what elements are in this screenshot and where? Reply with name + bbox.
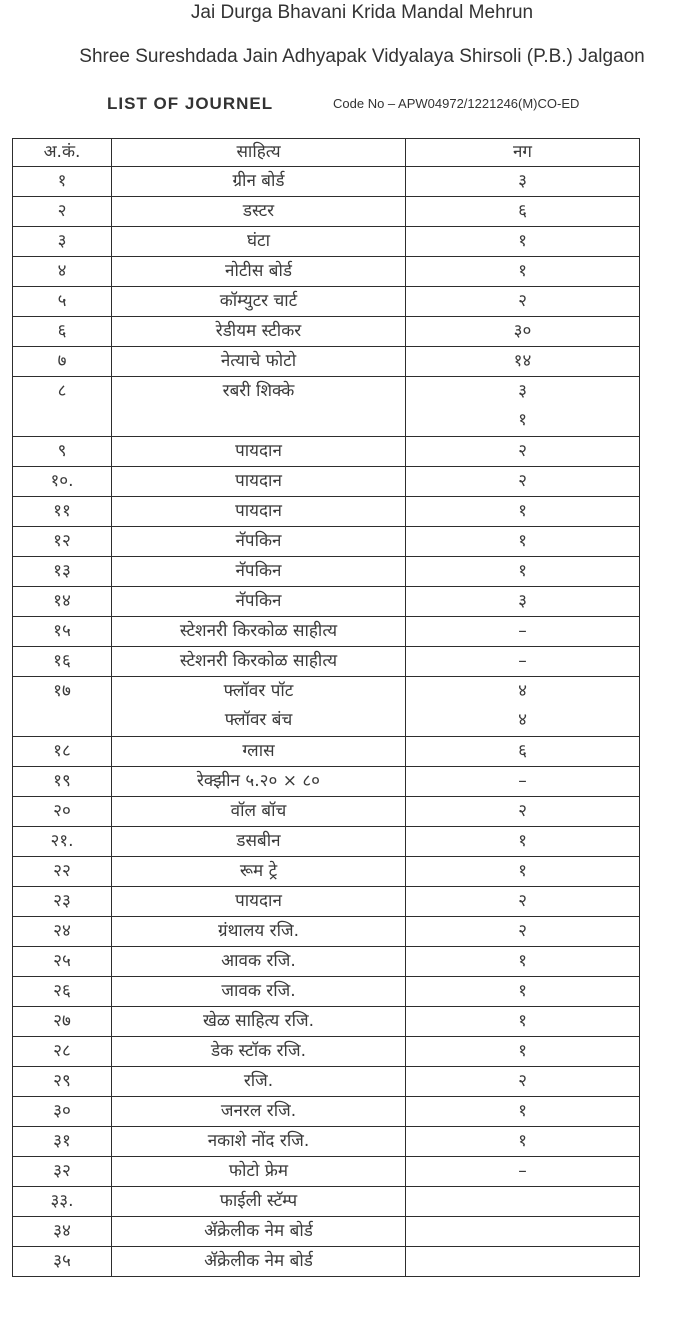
item-cell: डेक स्टॉक रजि. [112, 1037, 406, 1067]
table-row [13, 1127, 640, 1157]
item-cell [112, 677, 406, 737]
quantity-cell: २ [406, 437, 640, 467]
quantity-cell: – [406, 647, 640, 677]
table-row [13, 317, 640, 347]
quantity-cell: २ [406, 1067, 640, 1097]
quantity-cell: – [406, 617, 640, 647]
column-header-item: साहित्य [112, 139, 406, 167]
quantity-cell: २ [406, 887, 640, 917]
serial-cell: १४ [13, 587, 112, 617]
table-row [13, 767, 640, 797]
item-cell: ग्रीन बोर्ड [112, 167, 406, 197]
serial-cell: २७ [13, 1007, 112, 1037]
serial-cell: २८ [13, 1037, 112, 1067]
quantity-cell: ३ [406, 167, 640, 197]
quantity-cell: १ [406, 827, 640, 857]
item-cell: ग्लास [112, 737, 406, 767]
quantity-cell: २ [406, 467, 640, 497]
quantity-cell: १ [406, 497, 640, 527]
serial-cell: ३५ [13, 1247, 112, 1277]
item-cell: जनरल रजि. [112, 1097, 406, 1127]
quantity-cell-line: ४ [518, 681, 527, 701]
quantity-cell: १४ [406, 347, 640, 377]
table-row [13, 917, 640, 947]
table-row [13, 857, 640, 887]
serial-cell: २३ [13, 887, 112, 917]
serial-cell: ३० [13, 1097, 112, 1127]
serial-cell: ७ [13, 347, 112, 377]
item-cell: रजि. [112, 1067, 406, 1097]
table-row [13, 257, 640, 287]
table-row [13, 587, 640, 617]
table-row [13, 467, 640, 497]
quantity-cell: – [406, 1157, 640, 1187]
item-cell: ॲक्रेलीक नेम बोर्ड [112, 1217, 406, 1247]
table-row [13, 497, 640, 527]
table-row [13, 647, 640, 677]
item-cell-line: फ्लॉवर पॉट [223, 681, 294, 701]
item-cell: पायदान [112, 467, 406, 497]
item-cell-line: फ्लॉवर बंच [224, 710, 293, 730]
serial-cell: १६ [13, 647, 112, 677]
serial-cell: १५ [13, 617, 112, 647]
table-row [13, 887, 640, 917]
serial-cell: १ [13, 167, 112, 197]
serial-cell: १०. [13, 467, 112, 497]
quantity-cell: १ [406, 977, 640, 1007]
item-cell: नेत्याचे फोटो [112, 347, 406, 377]
column-header-quantity: नग [406, 139, 640, 167]
quantity-cell: – [406, 767, 640, 797]
quantity-cell [406, 677, 640, 737]
quantity-cell: १ [406, 1127, 640, 1157]
table-row [13, 1037, 640, 1067]
serial-cell: २ [13, 197, 112, 227]
table-row [13, 1157, 640, 1187]
serial-cell: ६ [13, 317, 112, 347]
table-row [13, 557, 640, 587]
table-row [13, 1187, 640, 1217]
quantity-cell: १ [406, 947, 640, 977]
serial-cell: २२ [13, 857, 112, 887]
table-row [13, 197, 640, 227]
quantity-cell: २ [406, 287, 640, 317]
item-cell: डस्टर [112, 197, 406, 227]
serial-cell: ११ [13, 497, 112, 527]
quantity-cell: १ [406, 257, 640, 287]
table-row [13, 617, 640, 647]
item-cell: फाईली स्टॅम्प [112, 1187, 406, 1217]
quantity-cell [406, 377, 640, 437]
item-cell: वॉल बॉच [112, 797, 406, 827]
item-cell: नोटीस बोर्ड [112, 257, 406, 287]
code-number: Code No – APW04972/1221246(M)CO-ED [333, 96, 580, 111]
school-header-line1: Jai Durga Bhavani Krida Mandal Mehrun [190, 2, 534, 23]
item-cell: डसबीन [112, 827, 406, 857]
quantity-cell: १ [406, 1037, 640, 1067]
serial-cell: २६ [13, 977, 112, 1007]
table-header-row [13, 139, 640, 167]
serial-cell: २१. [13, 827, 112, 857]
serial-cell: ९ [13, 437, 112, 467]
item-cell: खेळ साहित्य रजि. [112, 1007, 406, 1037]
item-cell: ॲक्रेलीक नेम बोर्ड [112, 1247, 406, 1277]
item-cell: जावक रजि. [112, 977, 406, 1007]
item-cell: नॅपकिन [112, 527, 406, 557]
quantity-cell-line: ३ [518, 381, 527, 401]
quantity-cell: २ [406, 797, 640, 827]
quantity-cell: ६ [406, 737, 640, 767]
quantity-cell [406, 1187, 640, 1217]
serial-cell: २९ [13, 1067, 112, 1097]
quantity-cell-line: ४ [518, 710, 527, 730]
quantity-cell: १ [406, 527, 640, 557]
item-cell: नॅपकिन [112, 557, 406, 587]
item-cell: नॅपकिन [112, 587, 406, 617]
table-row [13, 437, 640, 467]
item-cell: फोटो फ्रेम [112, 1157, 406, 1187]
item-cell: रेडीयम स्टीकर [112, 317, 406, 347]
serial-cell: २० [13, 797, 112, 827]
serial-cell: २४ [13, 917, 112, 947]
serial-cell: ३३. [13, 1187, 112, 1217]
table-body [13, 167, 640, 1277]
table-row [13, 167, 640, 197]
item-cell: स्टेशनरी किरकोळ साहीत्य [112, 647, 406, 677]
item-cell: आवक रजि. [112, 947, 406, 977]
table-row [13, 1217, 640, 1247]
list-title: LIST OF JOURNEL [107, 94, 274, 113]
item-cell: घंटा [112, 227, 406, 257]
quantity-cell: १ [406, 557, 640, 587]
serial-cell: ३ [13, 227, 112, 257]
serial-cell: ३१ [13, 1127, 112, 1157]
table-row [13, 527, 640, 557]
item-cell: पायदान [112, 437, 406, 467]
item-cell: रेक्झीन ५.२० × ८० [112, 767, 406, 797]
column-header-serial: अ.कं. [13, 139, 112, 167]
quantity-cell [406, 1247, 640, 1277]
inventory-table [12, 138, 640, 1277]
table-row [13, 1007, 640, 1037]
quantity-cell: १ [406, 227, 640, 257]
quantity-cell: ६ [406, 197, 640, 227]
serial-cell: १२ [13, 527, 112, 557]
table-row [13, 377, 640, 437]
serial-cell: ३४ [13, 1217, 112, 1247]
school-header-line2: Shree Sureshdada Jain Adhyapak Vidyalaya Shirsoli (P.B.) Jalgaon [79, 46, 645, 67]
table-row [13, 797, 640, 827]
serial-cell: ८ [13, 377, 112, 437]
table-row [13, 737, 640, 767]
item-cell: पायदान [112, 497, 406, 527]
serial-cell: १९ [13, 767, 112, 797]
table-row [13, 1247, 640, 1277]
item-cell: कॉम्युटर चार्ट [112, 287, 406, 317]
item-cell: पायदान [112, 887, 406, 917]
serial-cell: ४ [13, 257, 112, 287]
item-cell: ग्रंथालय रजि. [112, 917, 406, 947]
table-row [13, 947, 640, 977]
table-row [13, 1067, 640, 1097]
table-row [13, 227, 640, 257]
table-row [13, 977, 640, 1007]
item-cell-line: रबरी शिक्के [222, 381, 295, 401]
table-row [13, 677, 640, 737]
item-cell: नकाशे नोंद रजि. [112, 1127, 406, 1157]
serial-cell: २५ [13, 947, 112, 977]
serial-cell: १३ [13, 557, 112, 587]
table-row [13, 347, 640, 377]
quantity-cell: ३ [406, 587, 640, 617]
quantity-cell: ३० [406, 317, 640, 347]
quantity-cell: १ [406, 857, 640, 887]
serial-cell: ५ [13, 287, 112, 317]
item-cell-line [112, 406, 405, 435]
serial-cell: ३२ [13, 1157, 112, 1187]
quantity-cell-line: १ [518, 410, 527, 430]
serial-cell: १८ [13, 737, 112, 767]
quantity-cell: १ [406, 1007, 640, 1037]
quantity-cell: १ [406, 1097, 640, 1127]
table-row [13, 1097, 640, 1127]
table-row [13, 827, 640, 857]
serial-cell: १७ [13, 677, 112, 737]
item-cell [112, 377, 406, 437]
item-cell: स्टेशनरी किरकोळ साहीत्य [112, 617, 406, 647]
quantity-cell: २ [406, 917, 640, 947]
table-row [13, 287, 640, 317]
item-cell: रूम ट्रे [112, 857, 406, 887]
quantity-cell [406, 1217, 640, 1247]
